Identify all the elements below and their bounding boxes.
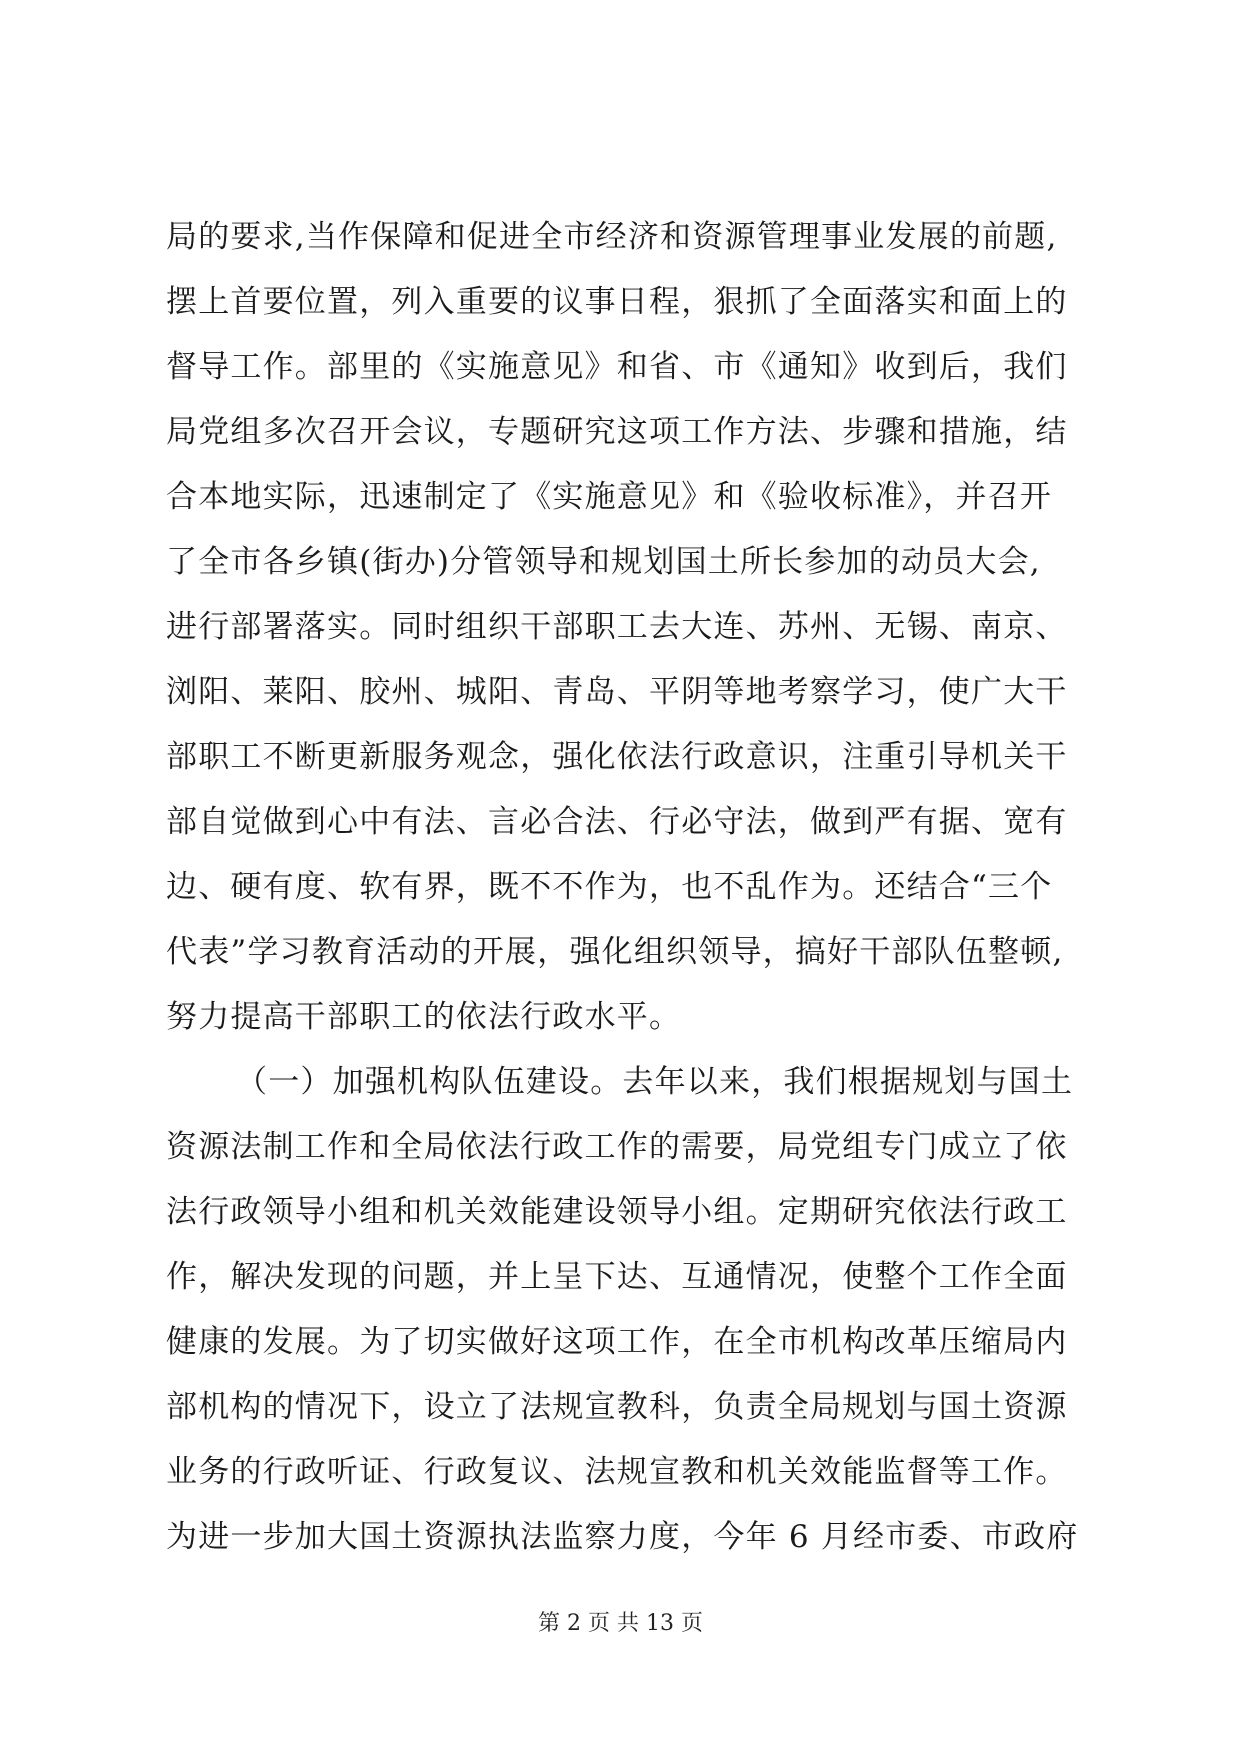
text-line: 部自觉做到心中有法、言必合法、行必守法，做到严有据、宽有 — [166, 804, 1068, 840]
text-line: 局党组多次召开会议，专题研究这项工作方法、步骤和措施，结 — [166, 414, 1068, 450]
text-line: 为进一步加大国土资源执法监察力度，今年 6 月经市委、市政府 — [166, 1519, 1079, 1555]
text-line: 部机构的情况下，设立了法规宣教科，负责全局规划与国土资源 — [166, 1389, 1068, 1425]
text-line: 进行部署落实。同时组织干部职工去大连、苏州、无锡、南京、 — [166, 609, 1068, 645]
section-heading-line: （一）加强机构队伍建设。去年以来，我们根据规划与国土 — [236, 1064, 1074, 1100]
text-line: 资源法制工作和全局依法行政工作的需要，局党组专门成立了依 — [166, 1129, 1068, 1165]
text-line: 督导工作。部里的《实施意见》和省、市《通知》收到后，我们 — [166, 349, 1068, 385]
text-line: 健康的发展。为了切实做好这项工作，在全市机构改革压缩局内 — [166, 1324, 1068, 1360]
page-number-footer: 第 2 页 共 13 页 — [538, 1611, 703, 1636]
text-line: 努力提高干部职工的依法行政水平。 — [166, 999, 682, 1035]
text-line: 代表”学习教育活动的开展，强化组织领导，搞好干部队伍整顿, — [166, 934, 1064, 970]
text-line: 边、硬有度、软有界，既不不作为，也不乱作为。还结合“三个 — [166, 869, 1053, 905]
body-text — [166, 205, 1126, 1570]
text-line: 部职工不断更新服务观念，强化依法行政意识，注重引导机关干 — [166, 739, 1068, 775]
text-line: 作，解决发现的问题，并上呈下达、互通情况，使整个工作全面 — [166, 1259, 1068, 1295]
text-line: 法行政领导小组和机关效能建设领导小组。定期研究依法行政工 — [166, 1194, 1068, 1230]
text-line: 局的要求,当作保障和促进全市经济和资源管理事业发展的前题, — [166, 219, 1058, 255]
text-line: 摆上首要位置，列入重要的议事日程，狠抓了全面落实和面上的 — [166, 284, 1068, 320]
text-line: 浏阳、莱阳、胶州、城阳、青岛、平阴等地考察学习，使广大干 — [166, 674, 1068, 710]
text-line: 了全市各乡镇(街办)分管领导和规划国土所长参加的动员大会, — [166, 544, 1041, 580]
text-line: 业务的行政听证、行政复议、法规宣教和机关效能监督等工作。 — [166, 1454, 1068, 1490]
text-line: 合本地实际，迅速制定了《实施意见》和《验收标准》，并召开 — [166, 479, 1053, 515]
